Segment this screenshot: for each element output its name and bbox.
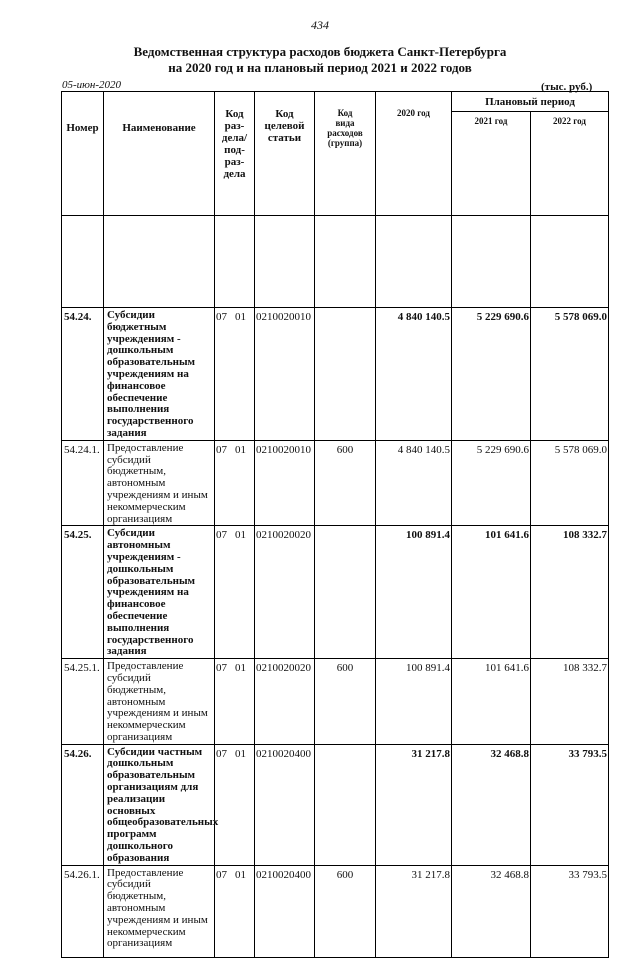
row-target-code: 0210020020 bbox=[255, 526, 315, 659]
row-value-2021: 101 641.6 bbox=[452, 659, 531, 745]
row-name: Предоставление субсидий бюджетным, автономным учреждениям и иным некоммерческим организациям bbox=[104, 865, 215, 957]
table-row bbox=[62, 659, 609, 745]
title-line-2: на 2020 год и на плановый период 2021 и 2022 годов bbox=[168, 60, 472, 75]
row-value-2022: 5 578 069.0 bbox=[531, 440, 609, 526]
spacer-row bbox=[62, 216, 609, 308]
table-row bbox=[62, 865, 609, 957]
row-target-code: 0210020020 bbox=[255, 659, 315, 745]
title-line-1: Ведомственная структура расходов бюджета Санкт-Петербурга bbox=[133, 44, 507, 59]
units-label: (тыс. руб.) bbox=[541, 81, 593, 93]
row-value-2020: 4 840 140.5 bbox=[376, 440, 452, 526]
section-code: 07 bbox=[216, 747, 227, 760]
row-name: Субсидии бюджетным учреждениям - дошкольным образовательным учреждениям на финансовое обеспечение выполнения государственного задания bbox=[104, 308, 215, 441]
row-value-2020: 100 891.4 bbox=[376, 526, 452, 659]
subsection-code: 01 bbox=[235, 662, 246, 675]
subsection-code: 01 bbox=[235, 529, 246, 542]
header-row-1 bbox=[62, 92, 609, 112]
header-section bbox=[215, 92, 255, 216]
header-target-line: целевой bbox=[264, 120, 305, 132]
row-value-2021: 101 641.6 bbox=[452, 526, 531, 659]
row-expense-type: 600 bbox=[315, 440, 376, 526]
header-2021: 2021 год bbox=[452, 112, 531, 216]
row-value-2022: 33 793.5 bbox=[531, 865, 609, 957]
row-value-2021: 32 468.8 bbox=[452, 865, 531, 957]
row-number: 54.26. bbox=[62, 744, 104, 865]
subsection-code: 01 bbox=[235, 443, 246, 456]
section-code: 07 bbox=[216, 662, 227, 675]
row-expense-type: 600 bbox=[315, 659, 376, 745]
table-body bbox=[62, 92, 609, 958]
row-value-2022: 33 793.5 bbox=[531, 744, 609, 865]
header-expense-type bbox=[315, 92, 376, 216]
subsection-code: 01 bbox=[235, 311, 246, 323]
row-value-2021: 5 229 690.6 bbox=[452, 308, 531, 441]
page-number: 434 bbox=[311, 18, 329, 32]
header-target-line: статьи bbox=[267, 132, 302, 144]
header-name: Наименование bbox=[104, 92, 215, 216]
row-name: Предоставление субсидий бюджетным, автономным учреждениям и иным некоммерческим организациям bbox=[104, 659, 215, 745]
row-expense-type: 600 bbox=[315, 865, 376, 957]
row-section-code bbox=[215, 526, 255, 659]
header-section-line: под- bbox=[224, 144, 245, 156]
table-row bbox=[62, 308, 609, 441]
header-section-line: дела/ bbox=[221, 132, 248, 144]
table-row bbox=[62, 744, 609, 865]
row-value-2022: 108 332.7 bbox=[531, 526, 609, 659]
subsection-code: 01 bbox=[235, 747, 246, 760]
row-section-code bbox=[215, 440, 255, 526]
header-plan-period: Плановый период bbox=[452, 92, 609, 112]
document-title bbox=[0, 44, 640, 76]
row-name: Предоставление субсидий бюджетным, автономным учреждениям и иным некоммерческим организациям bbox=[104, 440, 215, 526]
header-2020: 2020 год bbox=[376, 92, 452, 216]
row-section-code bbox=[215, 744, 255, 865]
row-value-2020: 100 891.4 bbox=[376, 659, 452, 745]
row-value-2020: 31 217.8 bbox=[376, 865, 452, 957]
row-expense-type bbox=[315, 308, 376, 441]
header-expense-type-line: (группа) bbox=[327, 138, 363, 148]
header-section-line: раз- bbox=[224, 156, 245, 168]
row-expense-type bbox=[315, 744, 376, 865]
header-section-line: раз- bbox=[224, 120, 245, 132]
header-expense-type-line: расходов bbox=[327, 128, 363, 138]
document-date: 05-июн-2020 bbox=[62, 79, 122, 91]
section-code: 07 bbox=[216, 529, 227, 542]
budget-table bbox=[61, 91, 609, 958]
header-target-code bbox=[255, 92, 315, 216]
row-value-2022: 5 578 069.0 bbox=[531, 308, 609, 441]
row-number: 54.24. bbox=[62, 308, 104, 441]
header-section-line: дела bbox=[223, 168, 246, 180]
row-section-code bbox=[215, 308, 255, 441]
header-2022: 2022 год bbox=[531, 112, 609, 216]
row-value-2020: 31 217.8 bbox=[376, 744, 452, 865]
row-section-code bbox=[215, 659, 255, 745]
row-value-2021: 32 468.8 bbox=[452, 744, 531, 865]
row-number: 54.25. bbox=[62, 526, 104, 659]
header-expense-type-line: Код bbox=[337, 108, 353, 118]
section-code: 07 bbox=[216, 868, 227, 881]
header-expense-type-line: вида bbox=[335, 118, 355, 128]
row-name: Субсидии частным дошкольным образовательным организациям для реализации основных общеобразовательных программ дошкольного образования bbox=[104, 744, 215, 865]
row-section-code bbox=[215, 865, 255, 957]
row-target-code: 0210020010 bbox=[255, 308, 315, 441]
row-value-2022: 108 332.7 bbox=[531, 659, 609, 745]
row-number: 54.24.1. bbox=[62, 440, 104, 526]
subsection-code: 01 bbox=[235, 868, 246, 881]
row-number: 54.25.1. bbox=[62, 659, 104, 745]
row-value-2021: 5 229 690.6 bbox=[452, 440, 531, 526]
table-row bbox=[62, 526, 609, 659]
row-target-code: 0210020400 bbox=[255, 865, 315, 957]
row-value-2020: 4 840 140.5 bbox=[376, 308, 452, 441]
section-code: 07 bbox=[216, 311, 227, 323]
table-row bbox=[62, 440, 609, 526]
section-code: 07 bbox=[216, 443, 227, 456]
row-number: 54.26.1. bbox=[62, 865, 104, 957]
row-target-code: 0210020400 bbox=[255, 744, 315, 865]
row-expense-type bbox=[315, 526, 376, 659]
header-number: Номер bbox=[62, 92, 104, 216]
header-target-line: Код bbox=[275, 108, 294, 120]
row-name: Субсидии автономным учреждениям - дошкольным образовательным учреждениям на финансовое обеспечение выполнения государственного задания bbox=[104, 526, 215, 659]
row-target-code: 0210020010 bbox=[255, 440, 315, 526]
header-section-line: Код bbox=[225, 108, 244, 120]
